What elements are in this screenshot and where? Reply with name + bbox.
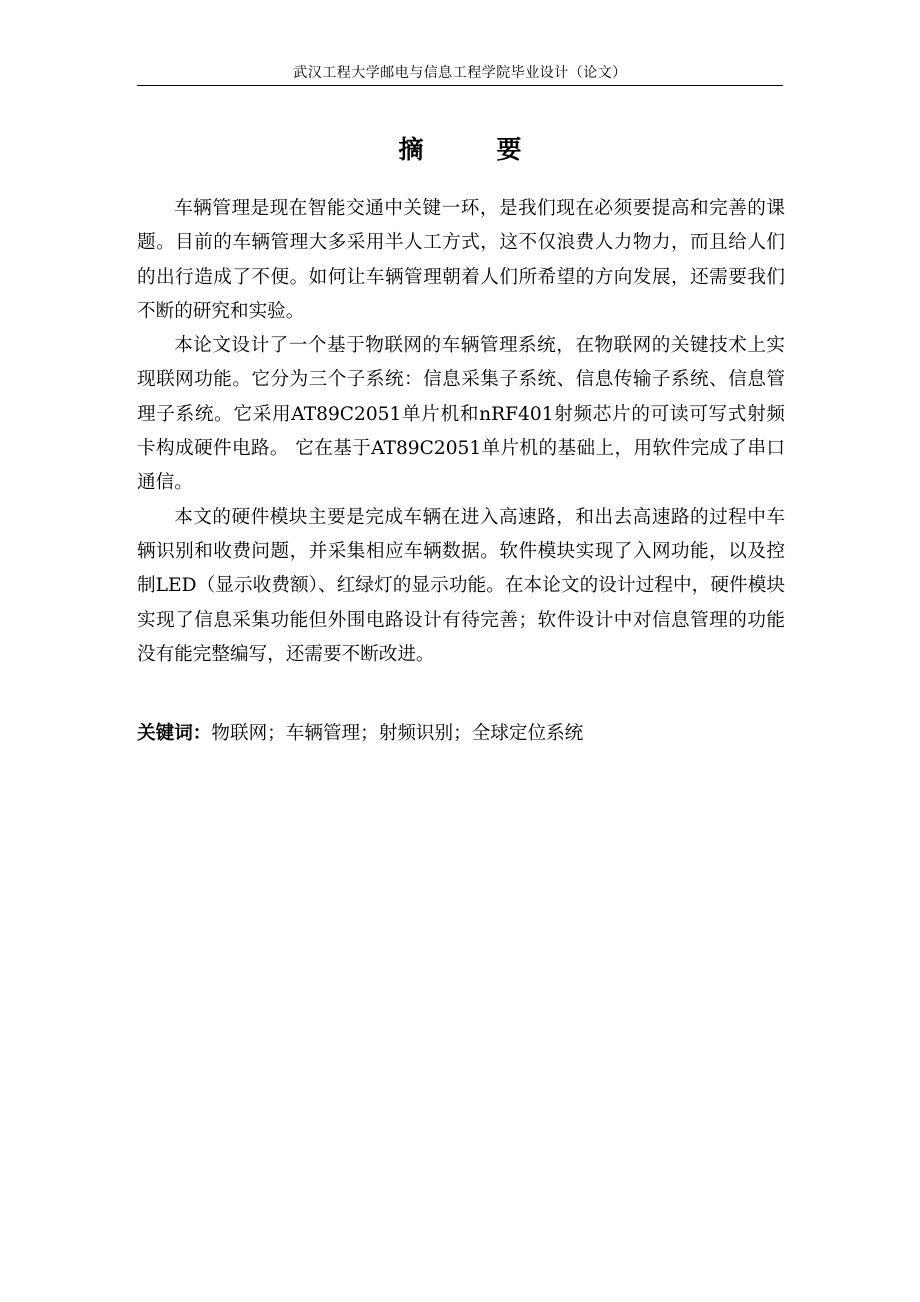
abstract-body	[137, 192, 785, 672]
abstract-paragraph-3: 本文的硬件模块主要是完成车辆在进入高速路，和出去高速路的过程中车辆识别和收费问题，并采集相应车辆数据。软件模块实现了入网功能，以及控制LED（显示收费额）、红绿灯的显示功能。在本论文的设计过程中，硬件模块实现了信息采集功能但外围电路设计有待完善；软件设计中对信息管理的功能没有能完整编写，还需要不断改进。	[137, 506, 785, 665]
abstract-paragraph-2: 本论文设计了一个基于物联网的车辆管理系统，在物联网的关键技术上实现联网功能。它分为三个子系统：信息采集子系统、信息传输子系统、信息管理子系统。它采用AT89C2051单片机和nRF401射频芯片的可读可写式射频卡构成硬件电路。 它在基于AT89C2051单片机的基础上，用软件完成了串口通信。	[137, 335, 785, 494]
keywords-value: 物联网；车辆管理；射频识别；全球定位系统	[211, 723, 584, 744]
keywords-line	[137, 717, 783, 751]
abstract-title: 摘 要	[398, 135, 546, 164]
keywords-label: 关键词：	[137, 723, 212, 744]
header-rule	[137, 85, 783, 86]
running-header: 武汉工程大学邮电与信息工程学院毕业设计（论文）	[293, 65, 627, 81]
abstract-paragraph-1: 车辆管理是现在智能交通中关键一环，是我们现在必须要提高和完善的课题。目前的车辆管理大多采用半人工方式，这不仅浪费人力物力，而且给人们的出行造成了不便。如何让车辆管理朝着人们所希望的方向发展，还需要我们不断的研究和实验。	[137, 198, 785, 322]
